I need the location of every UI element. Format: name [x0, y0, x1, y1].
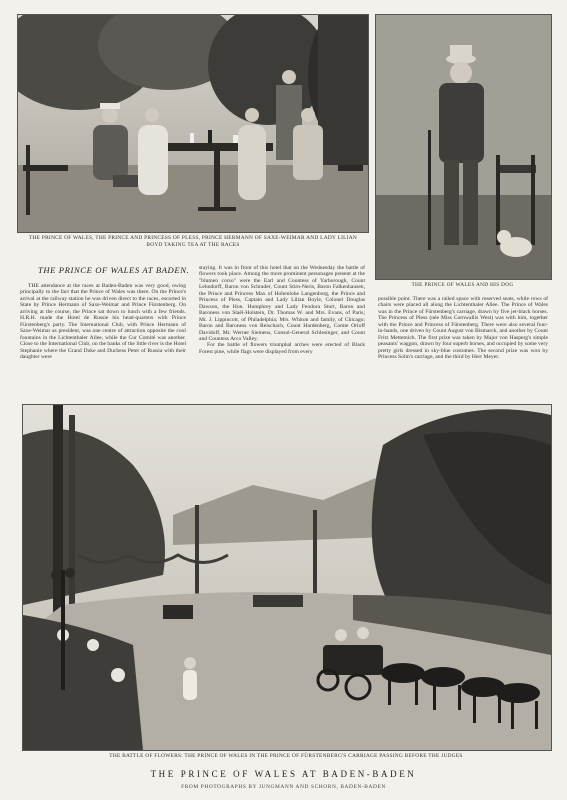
article-column-3 — [378, 296, 548, 361]
article-heading: THE PRINCE OF WALES AT BADEN. — [38, 265, 190, 275]
article-column-2 — [199, 265, 365, 355]
prince-and-dog-photo — [375, 14, 552, 280]
tea-at-races-photo — [17, 14, 369, 233]
article-column-1 — [20, 283, 186, 360]
tea-at-races-caption: THE PRINCE OF WALES, THE PRINCE AND PRINCESS OF PLESS, PRINCE HERMANN OF SAXE-WEIMAR AND LADY LILIAN BOYD TAKING TEA AT THE RACES — [29, 235, 357, 248]
column-2-text-b: For the battle of flowers triumphal arches were erected of Black Forest pine, while flags were displayed from every — [199, 342, 365, 355]
battle-of-flowers-photo — [22, 404, 552, 751]
column-2-text: staying. It was in front of this hotel that on the Wednesday the battle of flowers took place. Among the more prominent personages present at the "blumen corso" were the Earl and Countess of Yarborough, Count Lehndorff, Baron von Schrader, Count Stirn-Neris, Baron Falkenhausen, the Prince and Princess Max of Hohenlohe Langenburg, the Prince and Princess of Pless, Captain and Lady Lilian Boyle, Colonel Douglas Dawson, the Hon. Humphrey and Lady Feodora Sturt, Baron and Baroness von Staël-Holstein, Dr. Thomas W. and Mrs. Evans, of Paris; Mr. J. Lippincott, of Philadelphia; Mrs. Whiton and family, of Chicago; Baron and Baroness von Reischach, Count Hardenberg, Comte Orloff Davidoff, Mr. Werner Siemens, Consul-General Schlesinger, and Count and Countess Arco Valley. — [199, 265, 365, 342]
column-3-text: possible point. There was a railed space with reserved seats, while rows of chairs were placed all along the Lichtenthaler Allee. The Prince of Wales was in the Prince of Fürstenberg's carriage, drawn by five jet-black horses. The Princess of Pless (née Miss Cornwallis West) was with him, together with the Prince and Princess of Fürstenberg. There were also several four-in-hands, one driven by Count August von Bismarck, and another by Count Fritz Mettemich. The first prize was taken by Major von Hasperg's simple peasants' waggon, drawn by four superb horses, and occupied by some very pretty girls dressed in sky-blue costumes. The second prize was won by Princess Solm's carriage, and the third by Herr Meyer. — [378, 296, 548, 361]
column-1-text: THE attendance at the races at Baden-Baden was very good, owing principally to the fact that the Prince of Wales was there. On the Prince's arrival at the railway station he was driven direct to the races, escorted in State by Prince Hermann of Saxe-Weimar and Prince Fürstenberg. On arriving at the course, the Prince sat down to lunch with a few friends. H.R.H. made the Hotel de Russie his head-quarters with Prince Fürstenberg's party. The International Club, with Prince Hermann of Saxe-Weimar as president, was one centre of attraction opposite the cool fountains in the Lichtenthaler Allee, while the Cur Comité was another. Close to the International Club, on the banks of the little river is the Hotel Stephanie where the Grand Duke and Duchess Peter of Russia with their daughter were — [20, 283, 186, 360]
prince-and-dog-caption: THE PRINCE OF WALES AND HIS DOG — [411, 282, 514, 288]
battle-of-flowers-caption: THE BATTLE OF FLOWERS: THE PRINCE OF WALES IN THE PRINCE OF FÜRSTENBERG'S CARRIAGE PASSING BEFORE THE JUDGES — [109, 753, 463, 759]
page-title: THE PRINCE OF WALES AT BADEN-BADEN — [150, 769, 417, 779]
photo-credit: FROM PHOTOGRAPHS BY JUNGMANN AND SCHORN, BADEN-BADEN — [181, 784, 386, 790]
